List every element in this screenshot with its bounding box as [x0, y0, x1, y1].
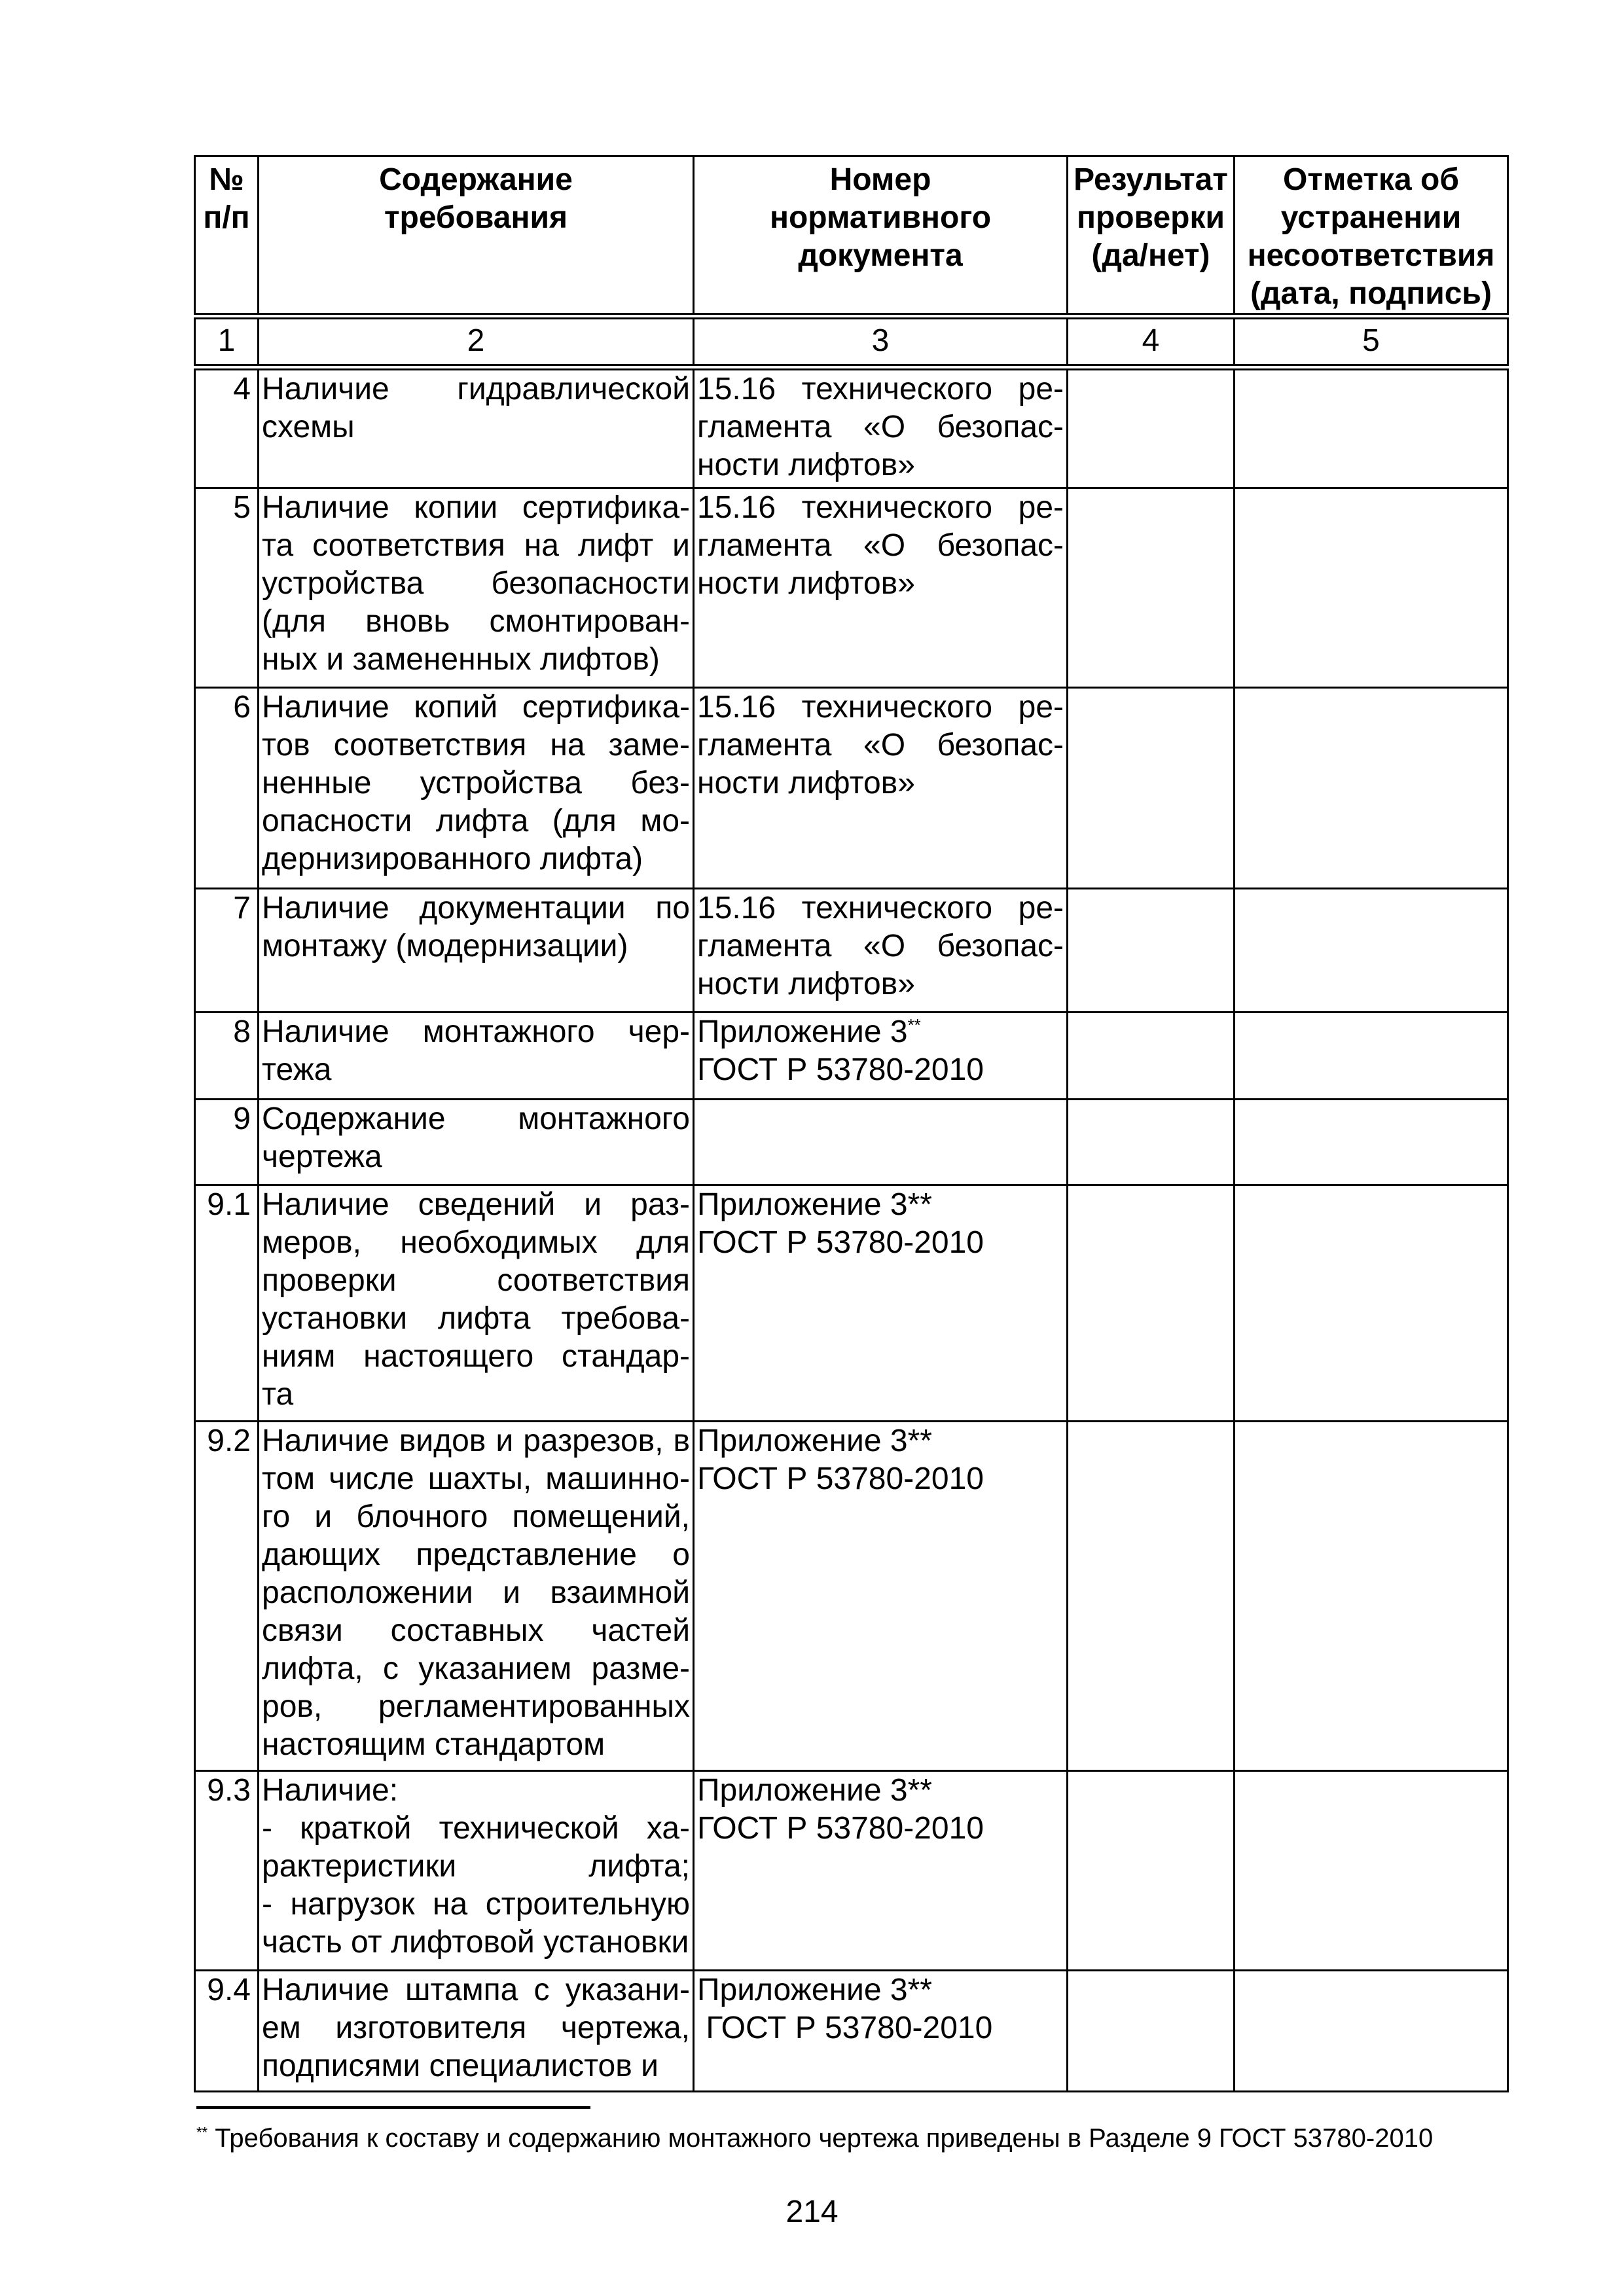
header-cell-5 [1235, 156, 1508, 317]
requirement-line: - нагрузок на строительную [262, 1886, 690, 1922]
requirement-line: та [262, 1376, 294, 1412]
requirement-line: настоящим стандартом [262, 1727, 605, 1762]
check-result-cell [1068, 687, 1235, 888]
check-result-cell [1068, 888, 1235, 1012]
header-line: устранении [1280, 200, 1462, 235]
column-number: 5 [1235, 316, 1508, 367]
document-line [697, 726, 1064, 764]
requirement-line: рактеристики лифта; [262, 1848, 690, 1884]
requirement-line: ем изготовителя чертежа, [262, 2010, 690, 2045]
document-line [697, 927, 1064, 965]
row-number: 9.1 [195, 1185, 259, 1421]
document-line [697, 1186, 1064, 1224]
document-line [697, 446, 1064, 484]
column-number-row [195, 316, 1508, 367]
requirement-line: расположении и взаимной [262, 1575, 690, 1610]
row-number: 4 [195, 367, 259, 488]
requirement-line: часть от лифтовой установки [262, 1924, 689, 1960]
footnote [196, 2122, 1433, 2155]
requirement-line: ненные устройства без- [262, 765, 690, 800]
correction-mark-cell [1235, 1770, 1508, 1970]
requirement-line: меров, необходимых для [262, 1225, 690, 1260]
requirement-line: Содержание монтажного [262, 1101, 690, 1136]
document-line [697, 565, 1064, 603]
requirement-line: подписями специалистов и [262, 2048, 659, 2083]
requirement-line: Наличие сведений и раз- [262, 1187, 690, 1222]
footnote-text: Требования к составу и содержанию монтажного чертежа приведены в Разделе 9 ГОСТ 53780-2010 [208, 2124, 1434, 2153]
header-line: документа [798, 238, 963, 273]
check-result-cell [1068, 1012, 1235, 1099]
requirement-cell [259, 888, 694, 1012]
document-line [697, 689, 1064, 726]
requirement-line: ных и замененных лифтов) [262, 641, 660, 677]
requirement-line: Наличие штампа с указани- [262, 1972, 690, 2007]
document-line-text: Приложение 3 [697, 1014, 908, 1049]
document-line-text: 15.16 технического ре- [697, 689, 1064, 725]
document-line-text: Приложение 3** [697, 1772, 932, 1808]
header-line: (да/нет) [1091, 238, 1210, 273]
column-number: 1 [195, 316, 259, 367]
correction-mark-cell [1235, 687, 1508, 888]
header-line: требования [384, 200, 568, 235]
row-number: 6 [195, 687, 259, 888]
requirement-line: опасности лифта (для мо- [262, 803, 690, 838]
document-line [697, 1013, 1064, 1051]
document-line [697, 1810, 1064, 1848]
correction-mark-cell [1235, 1099, 1508, 1185]
requirement-line: - краткой технической ха- [262, 1810, 690, 1846]
requirement-line: связи составных частей [262, 1613, 690, 1648]
check-result-cell [1068, 1099, 1235, 1185]
document-cell [694, 888, 1068, 1012]
header-line: несоответствия [1247, 238, 1495, 273]
table-row [195, 1970, 1508, 2091]
document-line-text: ГОСТ Р 53780-2010 [697, 1225, 984, 1260]
row-number: 8 [195, 1012, 259, 1099]
requirement-line: Наличие: [262, 1772, 399, 1808]
header-line: Отметка об [1283, 162, 1459, 197]
table-row [195, 1770, 1508, 1970]
requirement-line: та соответствия на лифт и [262, 528, 690, 563]
document-line-text: гламента «О безопас- [697, 410, 1064, 444]
requirement-line: Наличие копии сертифика- [262, 490, 690, 525]
table-row [195, 1012, 1508, 1099]
requirement-cell [259, 687, 694, 888]
requirement-cell [259, 1970, 694, 2091]
check-result-cell [1068, 1770, 1235, 1970]
requirement-line: (для вновь смонтирован- [262, 603, 690, 639]
document-line [697, 408, 1064, 446]
header-cell-2 [259, 156, 694, 317]
requirement-cell [259, 1185, 694, 1421]
header-cell-4 [1068, 156, 1235, 317]
requirement-line: Наличие монтажного чер- [262, 1014, 690, 1049]
document-cell [694, 1012, 1068, 1099]
requirement-line: тежа [262, 1052, 332, 1087]
check-result-cell [1068, 367, 1235, 488]
header-line: п/п [203, 200, 250, 235]
column-number: 3 [694, 316, 1068, 367]
correction-mark-cell [1235, 1185, 1508, 1421]
footnote-ref: ** [907, 1014, 921, 1035]
row-number: 5 [195, 488, 259, 687]
check-result-cell [1068, 488, 1235, 687]
document-line [697, 489, 1064, 527]
table-row [195, 488, 1508, 687]
table-row [195, 367, 1508, 488]
row-number: 7 [195, 888, 259, 1012]
document-line-text: ности лифтов» [697, 765, 915, 800]
document-line [697, 1971, 1064, 2009]
requirement-line: ниям настоящего стандар- [262, 1338, 690, 1374]
header-line: Содержание [379, 162, 573, 197]
document-line-text: гламента «О безопас- [697, 928, 1064, 963]
document-line-text: ности лифтов» [697, 966, 915, 1001]
requirement-line: дающих представление о [262, 1537, 690, 1572]
document-line [697, 1460, 1064, 1498]
requirement-cell [259, 1421, 694, 1770]
correction-mark-cell [1235, 1421, 1508, 1770]
page-number: 214 [785, 2195, 839, 2229]
header-line: (дата, подпись) [1250, 276, 1492, 311]
requirement-line: Наличие документации по [262, 890, 690, 925]
requirement-cell [259, 1012, 694, 1099]
document-line-text: 15.16 технического ре- [697, 490, 1064, 525]
document-line-text: ГОСТ Р 53780-2010 [697, 1810, 984, 1846]
header-line: Результат [1074, 162, 1228, 197]
document-line [697, 1051, 1064, 1089]
document-line-text: 15.16 технического ре- [697, 372, 1064, 406]
table-row [195, 888, 1508, 1012]
correction-mark-cell [1235, 888, 1508, 1012]
document-line [697, 1224, 1064, 1262]
document-cell [694, 1185, 1068, 1421]
document-line [697, 2009, 1064, 2047]
correction-mark-cell [1235, 367, 1508, 488]
column-number: 4 [1068, 316, 1235, 367]
column-number: 2 [259, 316, 694, 367]
document-line-text: Приложение 3** [697, 1972, 932, 2007]
document-line [697, 965, 1064, 1003]
requirement-cell [259, 488, 694, 687]
requirement-line: ров, регламентированных [262, 1689, 690, 1724]
document-cell [694, 1099, 1068, 1185]
document-line-text: ГОСТ Р 53780-2010 [697, 1461, 984, 1496]
check-result-cell [1068, 1970, 1235, 2091]
requirement-line: тов соответствия на заме- [262, 727, 690, 762]
table-row [195, 687, 1508, 888]
document-cell [694, 367, 1068, 488]
requirement-line: го и блочного помещений, [262, 1499, 690, 1534]
correction-mark-cell [1235, 1012, 1508, 1099]
requirement-line: Наличие гидравлической [262, 372, 690, 406]
document-line-text: ГОСТ Р 53780-2010 [697, 2010, 993, 2045]
table-row [195, 1421, 1508, 1770]
requirement-cell [259, 367, 694, 488]
document-cell [694, 1970, 1068, 2091]
footnote-mark: ** [196, 2124, 208, 2141]
requirement-line: Наличие копий сертифика- [262, 689, 690, 725]
document-line-text: гламента «О безопас- [697, 727, 1064, 762]
document-line-text: гламента «О безопас- [697, 528, 1064, 563]
requirement-line: установки лифта требова- [262, 1300, 690, 1336]
document-line [697, 1422, 1064, 1460]
table-row [195, 1185, 1508, 1421]
document-cell [694, 1770, 1068, 1970]
document-cell [694, 488, 1068, 687]
header-cell-1 [195, 156, 259, 317]
header-line: проверки [1076, 200, 1225, 235]
row-number: 9.4 [195, 1970, 259, 2091]
requirement-line: устройства безопасности [262, 565, 690, 601]
requirement-line: чертежа [262, 1139, 382, 1174]
requirement-cell [259, 1099, 694, 1185]
document-line [697, 764, 1064, 802]
requirement-line: проверки соответствия [262, 1263, 690, 1298]
requirement-line: дернизированного лифта) [262, 841, 643, 876]
document-cell [694, 1421, 1068, 1770]
document-line-text: 15.16 технического ре- [697, 890, 1064, 925]
document-line-text: Приложение 3** [697, 1423, 932, 1458]
document-line [697, 1772, 1064, 1810]
document-line-text: ГОСТ Р 53780-2010 [697, 1052, 984, 1087]
header-line: Номер [829, 162, 931, 197]
correction-mark-cell [1235, 488, 1508, 687]
document-line [697, 889, 1064, 927]
requirement-line: схемы [262, 410, 355, 444]
checklist-table [194, 155, 1509, 2092]
row-number: 9 [195, 1099, 259, 1185]
document-line [697, 527, 1064, 565]
requirement-line: том числе шахты, машинно- [262, 1461, 690, 1496]
header-line: нормативного [769, 200, 992, 235]
footnote-divider [196, 2106, 590, 2109]
document-line-text: ности лифтов» [697, 565, 915, 601]
row-number: 9.2 [195, 1421, 259, 1770]
table-header-row [195, 156, 1508, 317]
check-result-cell [1068, 1185, 1235, 1421]
row-number: 9.3 [195, 1770, 259, 1970]
requirement-line: Наличие видов и разрезов, в [262, 1423, 690, 1458]
document-line [697, 370, 1064, 408]
document-line-text: Приложение 3** [697, 1187, 932, 1222]
header-line: № [209, 162, 244, 197]
requirement-cell [259, 1770, 694, 1970]
document-cell [694, 687, 1068, 888]
check-result-cell [1068, 1421, 1235, 1770]
correction-mark-cell [1235, 1970, 1508, 2091]
document-line-text: ности лифтов» [697, 448, 915, 482]
requirement-line: монтажу (модернизации) [262, 928, 628, 963]
table-row [195, 1099, 1508, 1185]
header-cell-3 [694, 156, 1068, 317]
requirement-line: лифта, с указанием разме- [262, 1651, 690, 1686]
